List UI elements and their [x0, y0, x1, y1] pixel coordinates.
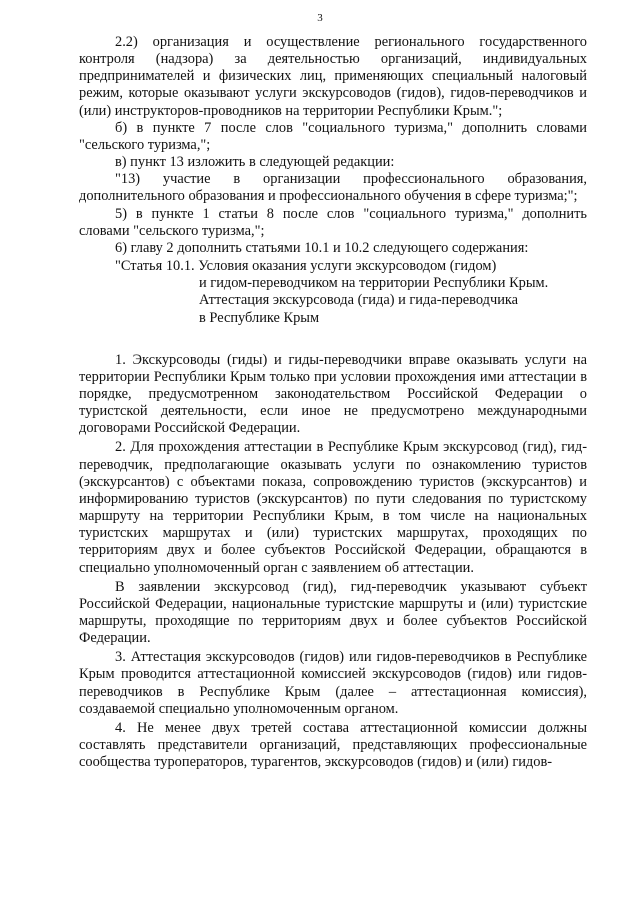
heading-spacer: [79, 327, 587, 352]
paragraph-2-2: 2.2) организация и осуществление регионального государственного контроля (надзора) за деятельностью организаций, индивидуальных предпринимателей и физических лиц, применяющих специальный налоговый режим, которые оказывают услуги экскурсоводов (гидов), гидов-переводчиков и (или) инструкторов-проводников на территории Республики Крым.";: [79, 34, 587, 119]
article-paragraph-2-application: В заявлении экскурсовод (гид), гид-переводчик указывают субъект Российской Федерации, национальные туристские маршруты и (или) туристские маршруты, проходящие по территориям двух и более субъектов Российской Федерации.: [79, 578, 587, 647]
paragraph-b: б) в пункте 7 после слов "социального туризма," дополнить словами "сельского туризма,";: [79, 119, 587, 153]
article-heading-line: Аттестация экскурсовода (гида) и гида-переводчика: [199, 292, 519, 309]
article-paragraph-4: 4. Не менее двух третей состава аттестационной комиссии должны составлять представители организаций, представляющих профессиональные сообщества туроператоров, турагентов, экскурсоводов (гидов) и (или) гидов-: [79, 719, 587, 771]
paragraph-6: 6) главу 2 дополнить статьями 10.1 и 10.2 следующего содержания:: [115, 239, 529, 256]
article-heading-title: "Статья 10.1. Условия оказания услуги экскурсоводом (гидом): [115, 258, 497, 275]
paragraph-v: в) пункт 13 изложить в следующей редакции:: [115, 154, 395, 171]
document-body: [79, 34, 587, 771]
article-paragraph-2: 2. Для прохождения аттестации в Республике Крым экскурсовод (гид), гид-переводчик, предполагающие оказывать услуги по ознакомлению туристов (экскурсантов) с объектами показа, сопровождению туристов (экскурсантов) и информированию туристов (экскурсантов) по пути следования по туристскому маршруту на территории Республики Крым, в том числе на национальных туристских маршрутах и (или) туристских маршрутах, проходящих по территориям двух и более субъектов Российской Федерации, обращаются в специально уполномоченный орган с заявлением об аттестации.: [79, 439, 587, 576]
article-heading-line: и гидом-переводчиком на территории Республики Крым.: [199, 275, 549, 292]
paragraph-5: 5) в пункте 1 статьи 8 после слов "социального туризма," дополнить словами "сельского туризма,";: [79, 205, 587, 239]
paragraph-item-13: "13) участие в организации профессионального образования, дополнительного образования и профессионального обучения в сфере туризма;";: [79, 171, 587, 205]
article-paragraph-3: 3. Аттестация экскурсоводов (гидов) или гидов-переводчиков в Республике Крым проводится аттестационной комиссией экскурсоводов (гидов) или гидов-переводчиков в Республике Крым (далее – аттестационная комиссия), создаваемой специально уполномоченным органом.: [79, 649, 587, 717]
page-number: 3: [317, 12, 323, 24]
article-heading-line: в Республике Крым: [199, 309, 320, 326]
article-heading: [79, 258, 587, 327]
article-paragraph-1: 1. Экскурсоводы (гиды) и гиды-переводчики вправе оказывать услуги на территории Республики Крым только при условии прохождения ими аттестации в порядке, предусмотренном законодательством Российской Федерации о туристской деятельности, если иное не предусмотрено международными договорами Российской Федерации.: [79, 351, 587, 437]
